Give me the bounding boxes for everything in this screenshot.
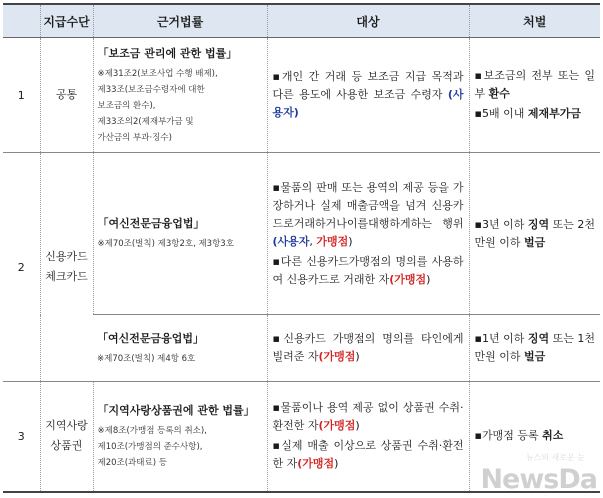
bullet-item: [273, 330, 464, 366]
law-title: 「보조금 관리에 관한 법률」: [97, 46, 238, 60]
penalty-cell: [469, 38, 600, 153]
header-no: [3, 4, 40, 38]
means-line: 지역사랑: [45, 419, 88, 433]
franchise-tag: (가맹점: [318, 419, 356, 433]
bullet-item: [475, 330, 596, 366]
payment-means: [40, 38, 93, 153]
bullet-item: [273, 437, 464, 473]
user-tag: (사용자): [272, 88, 464, 119]
article-line: ※제70조(벌칙) 제4항 6호: [97, 353, 196, 364]
text-segment: ▪1년 이하: [474, 332, 528, 345]
header-target: 대상: [267, 4, 469, 38]
article-line: 제33조(보조금수령자에 대한: [97, 84, 205, 95]
text-segment: ): [334, 457, 339, 471]
text-segment: 취소: [542, 429, 564, 443]
law-title: 「지역사랑상품권에 관한 법률」: [97, 403, 255, 417]
text-segment: 또는 1천만원 이하: [474, 332, 595, 363]
header-law: 근거법률: [93, 4, 267, 38]
article-line: 제20조(과태료) 등: [97, 457, 167, 468]
bullet-item: [475, 67, 596, 103]
target-cell: [267, 382, 469, 492]
bullet-item: [273, 68, 464, 122]
user-tag: (사용자: [272, 234, 310, 248]
text-segment: ): [348, 234, 353, 248]
law-cell: [93, 382, 267, 492]
bullet-item: [475, 105, 596, 123]
target-cell: [267, 153, 469, 315]
franchise-tag: (가맹점: [318, 350, 356, 363]
table-row: [3, 315, 600, 382]
law-cell: [93, 38, 267, 153]
law-articles: [98, 66, 263, 146]
text-segment: ▪신용카드 가맹점의 명의를 타인에게 빌려준 자: [272, 332, 464, 363]
target-cell: [267, 38, 469, 153]
franchise-tag: (가맹점: [389, 272, 427, 286]
text-segment: ,: [309, 234, 317, 248]
text-segment: 징역: [527, 332, 550, 345]
franchise-tag: 가맹점: [316, 234, 349, 248]
table-row: [3, 153, 600, 315]
text-segment: 제재부가금: [527, 107, 581, 120]
article-line: ※제31조2(보조사업 수행 배제),: [97, 68, 218, 79]
law-articles: [98, 423, 263, 471]
article-line: 보조금의 환수),: [97, 100, 156, 111]
means-line: 공통: [55, 88, 78, 101]
watermark-tagline: 뉴스의 새로운 눈: [525, 453, 585, 462]
article-line: ※제70조(벌칙) 제3항2호, 제3항3호: [97, 239, 234, 249]
article-line: 제33조의2(제재부가금 및: [97, 116, 194, 127]
means-line: 신용카드: [45, 250, 88, 263]
means-line: 상품권: [50, 439, 83, 453]
newsda-watermark: NewsDa: [480, 464, 597, 495]
means-line: 체크카드: [45, 270, 88, 283]
bullet-item: [475, 427, 596, 445]
row-number: 1: [3, 38, 40, 153]
text-segment: ): [355, 419, 360, 433]
penalty-cell: [469, 153, 600, 315]
text-segment: ▪물품의 판매 또는 용역의 제공 등을 가장하거나 실제 매출금액을 넘겨 신용카드로거래하거나이를대행하게하는 행위: [272, 180, 464, 230]
law-articles: [97, 351, 263, 367]
policy-table: [3, 3, 600, 493]
text-segment: 벌금: [524, 235, 546, 249]
text-segment: ): [426, 272, 431, 286]
article-line: ※제8조(가맹점 등록의 취소),: [97, 425, 207, 436]
table-row: [3, 382, 600, 492]
payment-means: [40, 382, 93, 492]
header-row: [3, 4, 600, 38]
bullet-item: [273, 253, 464, 289]
franchise-tag: (가맹점: [297, 457, 335, 471]
text-segment: ▪개인 간 거래 등 보조금 지급 목적과 다른 용도에 사용한 보조금 수령자: [272, 70, 464, 101]
text-segment: 환수: [488, 87, 510, 100]
text-segment: ▪물품이나 용역 제공 없이 상품권 수취·환전한 자: [272, 401, 464, 433]
text-segment: 징역: [527, 217, 550, 231]
target-cell: [267, 315, 469, 382]
text-segment: ▪실제 매출 이상으로 상품권 수취·환전한 자: [272, 439, 464, 471]
header-means: 지급수단: [40, 4, 93, 38]
text-segment: ▪다른 신용카드가맹점의 명의를 사용하여 신용카드로 거래한 자: [272, 254, 464, 286]
penalty-cell: [469, 315, 600, 382]
row-number: 2: [3, 153, 40, 382]
bullet-item: [273, 179, 464, 251]
text-segment: ▪보조금의 전부 또는 일부: [474, 69, 595, 100]
payment-means: [40, 153, 93, 382]
bullet-item: [273, 399, 464, 435]
penalty-cell: [469, 382, 600, 492]
text-segment: ▪3년 이하: [474, 217, 528, 231]
row-number: 3: [3, 382, 40, 492]
bullet-item: [475, 216, 596, 252]
text-segment: 벌금: [524, 350, 546, 363]
text-segment: 또는 2천만원 이하: [474, 217, 595, 249]
law-articles: [98, 236, 263, 252]
law-cell: [93, 153, 267, 315]
text-segment: ▪5배 이내: [474, 107, 528, 120]
law-title: 「여신전문금융업법」: [97, 331, 205, 345]
text-segment: ): [355, 350, 360, 363]
article-line: 제10조(가맹점의 준수사항),: [97, 441, 203, 452]
law-title: 「여신전문금융업법」: [97, 217, 205, 230]
text-segment: ▪가맹점 등록: [474, 429, 543, 443]
article-line: 가산금의 부과·징수): [97, 132, 172, 143]
table-row: [3, 38, 600, 153]
header-penalty: 처벌: [469, 4, 600, 38]
law-cell: [93, 315, 267, 382]
